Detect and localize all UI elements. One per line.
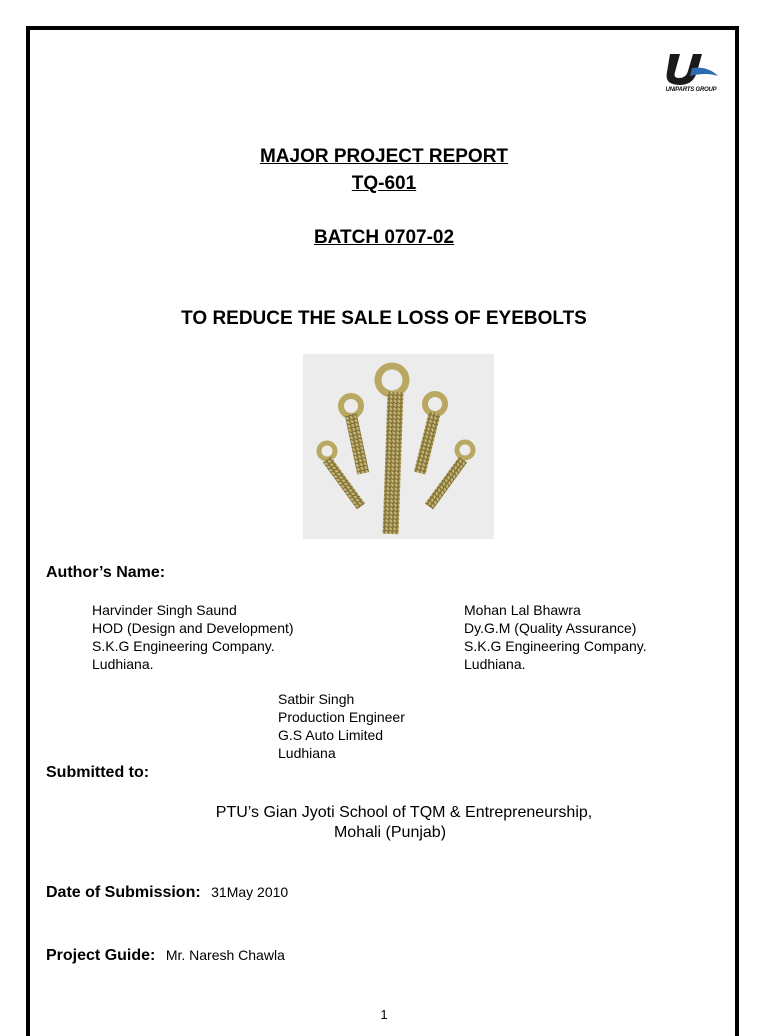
author-name: Harvinder Singh Saund (92, 602, 237, 618)
uniparts-u-logo-icon (662, 50, 720, 88)
author-name: Satbir Singh (278, 691, 355, 707)
author-block-2 (464, 601, 647, 673)
submitted-heading: Submitted to: (46, 764, 150, 781)
date-row (46, 883, 288, 902)
author-city: Ludhiana. (92, 656, 154, 672)
guide-label: Project Guide: (46, 947, 156, 964)
author-name: Mohan Lal Bhawra (464, 602, 581, 618)
author-city: Ludhiana (278, 745, 336, 761)
guide-value: Mr. Naresh Chawla (165, 947, 285, 963)
authors-heading: Author’s Name: (46, 564, 166, 581)
company-logo (662, 50, 720, 96)
author-company: S.K.G Engineering Company. (92, 638, 275, 654)
submitted-line-1: PTU’s Gian Jyoti School of TQM & Entrepreneurship, (215, 804, 593, 821)
eyebolts-icon (303, 354, 494, 539)
date-value: 31May 2010 (211, 884, 289, 900)
author-designation: Dy.G.M (Quality Assurance) (464, 620, 637, 636)
submitted-line-2: Mohali (Punjab) (333, 824, 447, 841)
author-company: S.K.G Engineering Company. (464, 638, 647, 654)
logo-text: UNIPARTS GROUP (665, 87, 717, 93)
author-designation: HOD (Design and Development) (92, 620, 294, 636)
eyebolts-photo (303, 354, 494, 539)
report-batch: BATCH 0707-02 (313, 227, 455, 248)
author-block-3 (278, 690, 405, 762)
guide-row (46, 946, 285, 965)
author-company: G.S Auto Limited (278, 727, 384, 743)
author-designation: Production Engineer (278, 709, 405, 725)
author-block-1 (92, 601, 294, 673)
report-title: MAJOR PROJECT REPORT (259, 146, 509, 167)
report-code: TQ-601 (351, 173, 417, 194)
report-subject: TO REDUCE THE SALE LOSS OF EYEBOLTS (181, 308, 587, 329)
page-number: 1 (380, 1007, 388, 1022)
author-city: Ludhiana. (464, 656, 526, 672)
date-label: Date of Submission: (46, 884, 201, 901)
